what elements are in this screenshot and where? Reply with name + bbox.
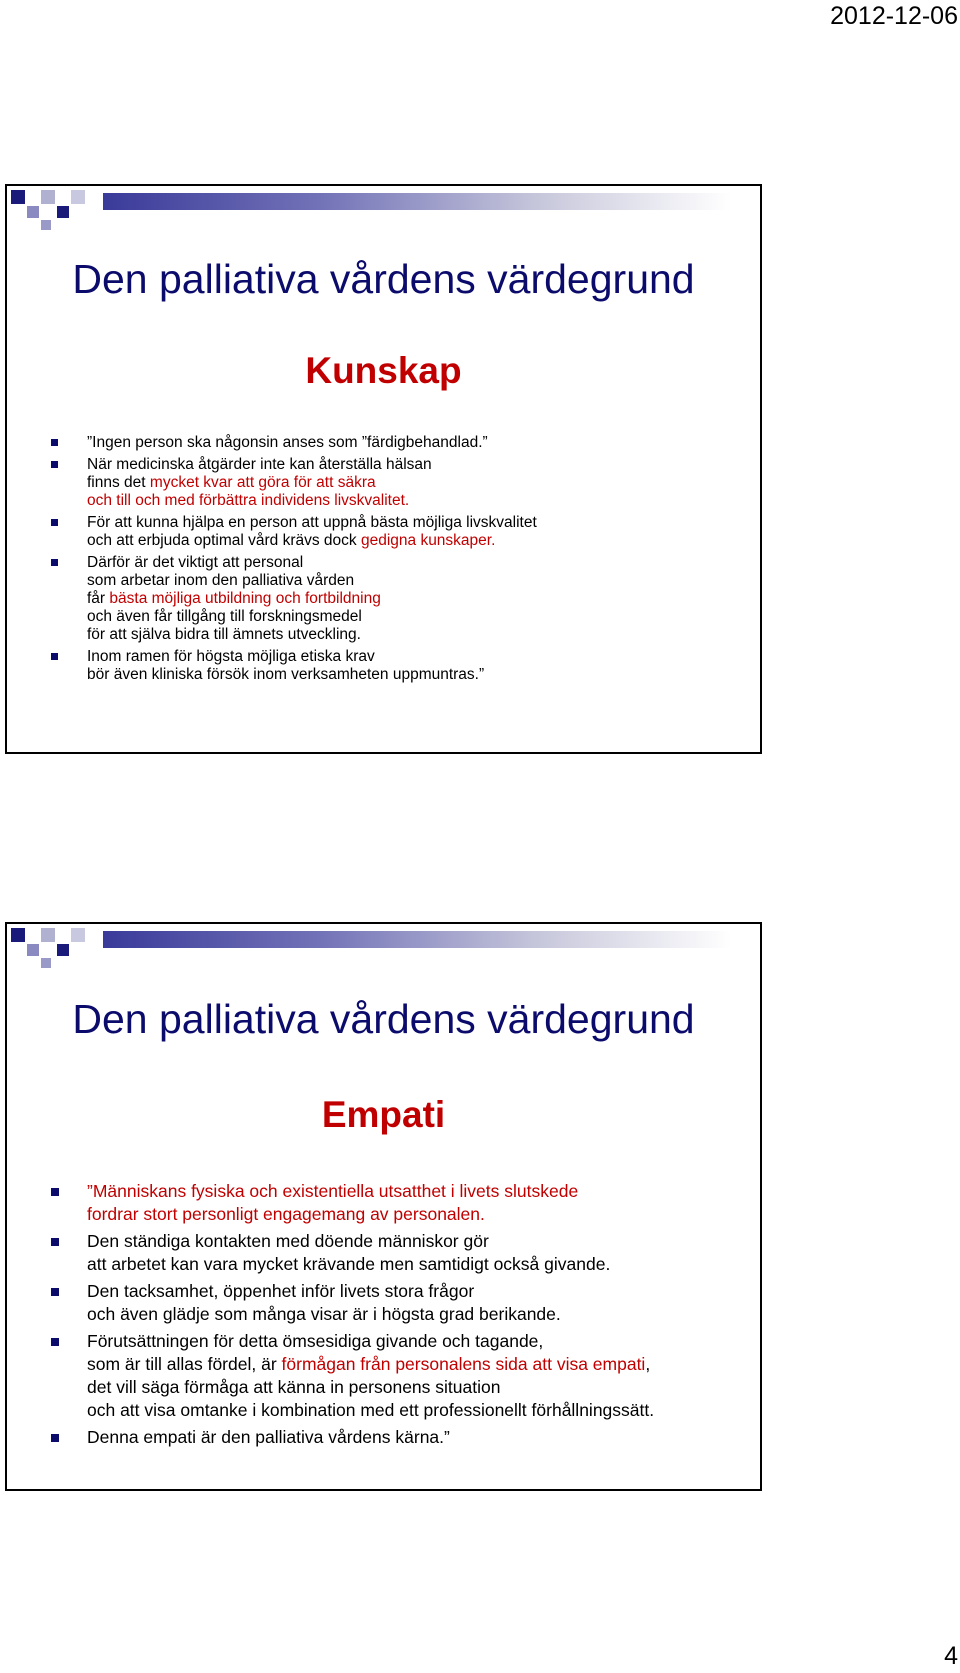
square-bullet-icon: [51, 559, 58, 566]
bullet-line: [87, 1303, 654, 1326]
bullet-line: [87, 1399, 654, 1422]
slide-decoration: [11, 928, 731, 968]
bullet-item: [51, 1280, 654, 1326]
bullet-text: ”Ingen person ska någonsin anses som ”färdigbehandlad.”: [87, 434, 488, 451]
bullet-line: [87, 1330, 654, 1353]
bullet-item: [51, 514, 537, 550]
bullet-line: [87, 434, 537, 452]
bullet-item: [51, 1230, 654, 1276]
bullet-text: det vill säga förmåga att känna in personens situation: [87, 1377, 501, 1397]
square-bullet-icon: [51, 653, 58, 660]
bullet-line: [87, 456, 537, 474]
bullet-item: [51, 554, 537, 644]
square-bullet-icon: [51, 1338, 59, 1346]
bullet-text: och att visa omtanke i kombination med ett professionellt förhållningssätt.: [87, 1400, 655, 1420]
bullet-text: och att erbjuda optimal vård krävs dock: [87, 532, 361, 549]
bullet-line: [87, 1376, 654, 1399]
bullet-text: Den ständiga kontakten med döende människor gör: [87, 1231, 489, 1251]
bullet-line: [87, 626, 537, 644]
square-bullet-icon: [51, 1434, 59, 1442]
bullet-line: [87, 1203, 654, 1226]
bullet-item: [51, 456, 537, 510]
page-date: 2012-12-06: [830, 2, 958, 30]
bullet-line: [87, 1280, 654, 1303]
square-bullet-icon: [51, 461, 58, 468]
bullet-list: [51, 1180, 654, 1453]
bullet-line: [87, 1230, 654, 1253]
bullet-line: [87, 492, 537, 510]
bullet-text: för att själva bidra till ämnets utveckling.: [87, 626, 361, 643]
bullet-line: [87, 1426, 654, 1449]
bullet-line: [87, 1253, 654, 1276]
bullet-text: När medicinska åtgärder inte kan återställa hälsan: [87, 456, 432, 473]
highlighted-text: bästa möjliga utbildning och fortbildning: [109, 590, 381, 607]
highlighted-text: och till och med förbättra individens livskvalitet.: [87, 492, 410, 509]
highlighted-text: förmågan från personalens sida att visa empati: [281, 1354, 646, 1374]
bullet-line: [87, 474, 537, 492]
bullet-line: [87, 572, 537, 590]
bullet-text: Den tacksamhet, öppenhet inför livets stora frågor: [87, 1281, 475, 1301]
bullet-list: [51, 434, 537, 688]
bullet-text: Förutsättningen för detta ömsesidiga givande och tagande,: [87, 1331, 544, 1351]
square-bullet-icon: [51, 439, 58, 446]
bullet-text: finns det: [87, 474, 150, 491]
bullet-text: Därför är det viktigt att personal: [87, 554, 304, 571]
highlighted-text: fordrar stort personligt engagemang av personalen.: [87, 1204, 485, 1224]
bullet-line: [87, 666, 537, 684]
bullet-text: bör även kliniska försök inom verksamheten uppmuntras.”: [87, 666, 485, 683]
bullet-item: [51, 1180, 654, 1226]
bullet-text: och även glädje som många visar är i högsta grad berikande.: [87, 1304, 561, 1324]
bullet-line: [87, 590, 537, 608]
bullet-text: Denna empati är den palliativa vårdens kärna.”: [87, 1427, 450, 1447]
bullet-text: Inom ramen för högsta möjliga etiska krav: [87, 648, 375, 665]
bullet-line: [87, 532, 537, 550]
square-bullet-icon: [51, 1238, 59, 1246]
slide-empati: [5, 922, 762, 1491]
square-bullet-icon: [51, 519, 58, 526]
bullet-line: [87, 554, 537, 572]
bullet-text: ,: [645, 1354, 651, 1374]
page-number: 4: [944, 1642, 958, 1670]
slide-subtitle: Empati: [321, 1094, 446, 1135]
bullet-text: att arbetet kan vara mycket krävande men samtidigt också givande.: [87, 1254, 611, 1274]
bullet-item: [51, 648, 537, 684]
bullet-text: och även får tillgång till forskningsmedel: [87, 608, 362, 625]
slide-subtitle: Kunskap: [305, 350, 462, 391]
bullet-text: får: [87, 590, 110, 607]
slide-title: Den palliativa vårdens värdegrund: [72, 996, 695, 1042]
bullet-item: [51, 1330, 654, 1422]
square-bullet-icon: [51, 1288, 59, 1296]
highlighted-text: mycket kvar att göra för att säkra: [149, 474, 376, 491]
bullet-line: [87, 1180, 654, 1203]
bullet-item: [51, 1426, 654, 1449]
bullet-line: [87, 1353, 654, 1376]
slide-decoration: [11, 190, 731, 230]
bullet-text: som är till allas fördel, är: [87, 1354, 282, 1374]
bullet-line: [87, 514, 537, 532]
square-bullet-icon: [51, 1188, 59, 1196]
bullet-text: som arbetar inom den palliativa vården: [87, 572, 355, 589]
bullet-text: För att kunna hjälpa en person att uppnå bästa möjliga livskvalitet: [87, 514, 537, 531]
bullet-item: [51, 434, 537, 452]
slide-title: Den palliativa vårdens värdegrund: [72, 256, 695, 302]
slide-kunskap: [5, 184, 762, 754]
highlighted-text: gedigna kunskaper.: [360, 532, 496, 549]
highlighted-text: ”Människans fysiska och existentiella utsatthet i livets slutskede: [87, 1181, 579, 1201]
bullet-line: [87, 608, 537, 626]
bullet-line: [87, 648, 537, 666]
